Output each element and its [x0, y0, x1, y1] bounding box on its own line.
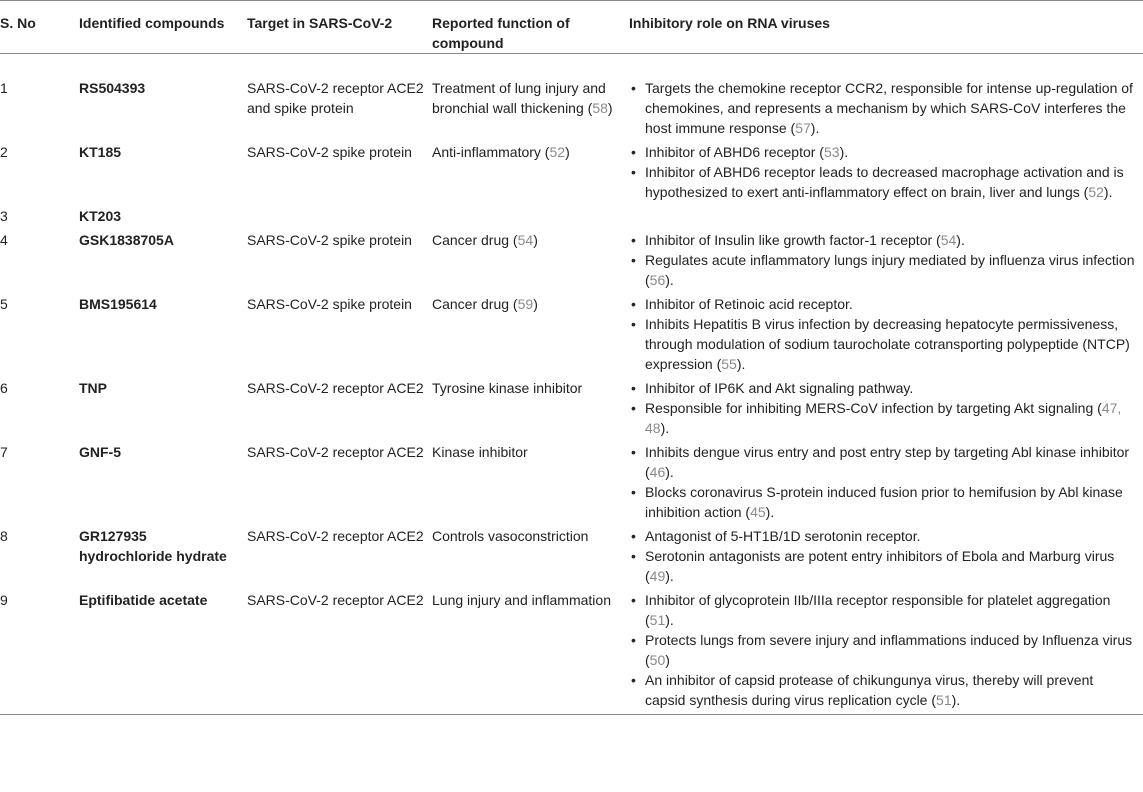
role-item: • Targets the chemokine receptor CCR2, responsible for intense up-regulation of chemokines, and represents a mechanism by which SARS-CoV interferes the host immune response (57).: [629, 78, 1137, 138]
function-text: Treatment of lung injury and bronchial wall thickening: [432, 80, 606, 116]
function-text: Cancer drug: [432, 296, 510, 312]
role-cell: [629, 230, 1143, 294]
header-role: Inhibitory role on RNA viruses: [629, 15, 830, 31]
function-cell: [432, 206, 629, 230]
citation-link[interactable]: 45: [750, 504, 766, 520]
role-item: • Inhibits dengue virus entry and post entry step by targeting Abl kinase inhibitor (46).: [629, 442, 1137, 482]
citation-link[interactable]: 49: [649, 568, 666, 584]
function-text: Anti-inflammatory: [432, 144, 541, 160]
role-item: • Inhibits Hepatitis B virus infection by decreasing hepatocyte permissiveness, through modulation of sodium taurocholate cotransporting polypeptide (NTCP) expression (55).: [629, 314, 1137, 374]
role-list: [629, 526, 1137, 586]
function-text: Kinase inhibitor: [432, 444, 528, 460]
citation-close: ).: [1103, 184, 1113, 200]
role-text: Antagonist of 5-HT1B/1D serotonin receptor.: [645, 528, 921, 544]
citation-link[interactable]: 50: [649, 652, 666, 668]
role-text: Inhibits Hepatitis B virus infection by decreasing hepatocyte permissiveness, through modulation of sodium taurocholate cotransporting polypeptide (NTCP) expression: [645, 316, 1130, 372]
row-number: 3: [0, 208, 8, 224]
role-list: [629, 230, 1137, 290]
target-cell: SARS-CoV-2 spike protein: [247, 232, 412, 248]
row-number: 2: [0, 144, 8, 160]
target-cell: SARS-CoV-2 receptor ACE2: [247, 528, 424, 544]
table-row: [0, 230, 1143, 294]
role-cell: [629, 378, 1143, 442]
role-item: • Responsible for inhibiting MERS-CoV infection by targeting Akt signaling (47, 48).: [629, 398, 1137, 438]
role-item: • Regulates acute inflammatory lungs injury mediated by influenza virus infection (56).: [629, 250, 1137, 290]
row-number: 8: [0, 528, 8, 544]
function-cell: [432, 526, 629, 590]
role-cell: [629, 54, 1143, 143]
citation-link[interactable]: 54: [517, 232, 534, 248]
target-cell: SARS-CoV-2 receptor ACE2: [247, 380, 424, 396]
role-item: [629, 378, 1137, 398]
compound-name: KT185: [79, 144, 122, 160]
header-row: [0, 1, 1143, 54]
row-number: 6: [0, 380, 8, 396]
compound-name: RS504393: [79, 80, 146, 96]
role-item: • Inhibitor of ABHD6 receptor leads to decreased macrophage activation and is hypothesized to exert anti-inflammatory effect on brain, liver and lungs (52).: [629, 162, 1137, 202]
table-body: [0, 54, 1143, 715]
table-row: [0, 54, 1143, 143]
role-item: • Protects lungs from severe injury and inflammations induced by Influenza virus (50): [629, 630, 1137, 670]
citation-link[interactable]: 51: [936, 692, 952, 708]
citation-close: ).: [665, 464, 674, 480]
citation-link[interactable]: 46: [649, 464, 666, 480]
function-cell: Anti-inflammatory (52): [432, 144, 570, 160]
citation-link[interactable]: 56: [649, 272, 666, 288]
header-sno: S. No: [0, 15, 36, 31]
target-cell: SARS-CoV-2 spike protein: [247, 296, 412, 312]
citation-link[interactable]: 55: [721, 356, 737, 372]
role-text: Blocks coronavirus S-protein induced fusion prior to hemifusion by Abl kinase inhibition action: [645, 484, 1123, 520]
role-text: Inhibitor of IP6K and Akt signaling pathway.: [645, 380, 914, 396]
role-list: [629, 442, 1137, 522]
header-target: Target in SARS-CoV-2: [247, 15, 393, 31]
role-text: Inhibitor of ABHD6 receptor: [645, 144, 816, 160]
row-number: 1: [0, 80, 8, 96]
citation-link[interactable]: 58: [592, 100, 608, 116]
citation-link[interactable]: 54: [940, 232, 957, 248]
role-text: An inhibitor of capsid protease of chikungunya virus, thereby will prevent capsid synthesis during virus replication cycle: [645, 672, 1094, 708]
role-cell: [629, 442, 1143, 526]
role-text: Inhibitor of glycoprotein IIb/IIIa receptor responsible for platelet aggregation: [645, 592, 1111, 608]
function-cell: Treatment of lung injury and bronchial wall thickening (58): [432, 80, 613, 116]
role-list: [629, 78, 1137, 138]
citation-close: ).: [736, 356, 746, 372]
role-text: Protects lungs from severe injury and inflammations induced by Influenza virus: [645, 632, 1133, 648]
function-cell: Cancer drug (59): [432, 296, 538, 312]
compound-name: GSK1838705A: [79, 232, 174, 248]
row-number: 4: [0, 232, 8, 248]
target-cell: [247, 206, 432, 230]
function-cell: [432, 442, 629, 526]
table-row: [0, 206, 1143, 230]
role-item: • Blocks coronavirus S-protein induced fusion prior to hemifusion by Abl kinase inhibition action (45).: [629, 482, 1137, 522]
role-list: [629, 294, 1137, 374]
function-cell: [432, 590, 629, 715]
role-text: Inhibitor of ABHD6 receptor leads to decreased macrophage activation and is hypothesized to exert anti-inflammatory effect on brain, liver and lungs: [645, 164, 1124, 200]
citation-close: ).: [956, 232, 965, 248]
role-text: Serotonin antagonists are potent entry inhibitors of Ebola and Marburg virus: [645, 548, 1115, 564]
citation-close: ).: [765, 504, 775, 520]
role-text: Inhibits dengue virus entry and post entry step by targeting Abl kinase inhibitor: [645, 444, 1130, 460]
target-cell: SARS-CoV-2 receptor ACE2: [247, 444, 424, 460]
role-text: Inhibitor of Insulin like growth factor-1 receptor: [645, 232, 933, 248]
table-row: [0, 590, 1143, 715]
function-text: Controls vasoconstriction: [432, 528, 589, 544]
role-list: [629, 378, 1137, 438]
role-item: [629, 526, 1137, 546]
citation-link[interactable]: 59: [517, 296, 534, 312]
row-number: 9: [0, 592, 8, 608]
citation-link[interactable]: 57: [795, 120, 811, 136]
citation-close: ).: [660, 420, 670, 436]
table-row: [0, 142, 1143, 206]
role-list: [629, 590, 1137, 710]
target-cell: SARS-CoV-2 receptor ACE2: [247, 592, 424, 608]
table-row: [0, 442, 1143, 526]
role-item: • Inhibitor of Insulin like growth factor-1 receptor (54).: [629, 230, 1137, 250]
function-text: Cancer drug: [432, 232, 510, 248]
citation-close: ).: [665, 612, 674, 628]
citation-link[interactable]: 51: [649, 612, 666, 628]
header-compound: Identified compounds: [79, 15, 225, 31]
table-row: [0, 526, 1143, 590]
role-list: [629, 142, 1137, 202]
citation-link[interactable]: 47, 48: [645, 400, 1122, 436]
compound-name: TNP: [79, 380, 107, 396]
function-cell: [432, 378, 629, 442]
role-item: • Inhibitor of glycoprotein IIb/IIIa receptor responsible for platelet aggregation (51).: [629, 590, 1137, 630]
role-item: • An inhibitor of capsid protease of chikungunya virus, thereby will prevent capsid synthesis during virus replication cycle (51).: [629, 670, 1137, 710]
compound-name: KT203: [79, 208, 122, 224]
row-number: 7: [0, 444, 8, 460]
role-cell: [629, 294, 1143, 378]
citation-close: ).: [665, 568, 674, 584]
table-row: [0, 294, 1143, 378]
row-number: 5: [0, 296, 8, 312]
compound-name: GR127935 hydrochloride hydrate: [79, 528, 227, 564]
role-cell: [629, 526, 1143, 590]
table-row: [0, 378, 1143, 442]
citation-close: ).: [951, 692, 961, 708]
citation-link[interactable]: 52: [1088, 184, 1104, 200]
compound-name: Eptifibatide acetate: [79, 592, 208, 608]
role-item: • Serotonin antagonists are potent entry inhibitors of Ebola and Marburg virus (49).: [629, 546, 1137, 586]
citation-close: ).: [810, 120, 820, 136]
function-cell: Cancer drug (54): [432, 232, 538, 248]
compound-name: GNF-5: [79, 444, 121, 460]
role-item: • Inhibitor of ABHD6 receptor (53).: [629, 142, 1137, 162]
role-cell: [629, 590, 1143, 715]
role-text: Targets the chemokine receptor CCR2, responsible for intense up-regulation of chemokines, and represents a mechanism by which SARS-CoV interferes the host immune response: [645, 80, 1133, 136]
role-cell: [629, 142, 1143, 206]
target-cell: SARS-CoV-2 spike protein: [247, 144, 412, 160]
citation-close: ).: [665, 272, 674, 288]
role-text: Responsible for inhibiting MERS-CoV infection by targeting Akt signaling: [645, 400, 1094, 416]
role-cell: [629, 206, 1143, 230]
citation-link[interactable]: 53: [823, 144, 840, 160]
citation-close: ).: [839, 144, 849, 160]
function-text: Tyrosine kinase inhibitor: [432, 380, 583, 396]
citation-close: ): [665, 652, 670, 668]
target-cell: SARS-CoV-2 receptor ACE2 and spike protein: [247, 80, 424, 116]
header-function: Reported function of compound: [432, 15, 570, 51]
citation-link[interactable]: 52: [549, 144, 566, 160]
compound-name: BMS195614: [79, 296, 157, 312]
function-text: Lung injury and inflammation: [432, 592, 611, 608]
role-item: [629, 294, 1137, 314]
role-text: Inhibitor of Retinoic acid receptor.: [645, 296, 853, 312]
role-text: Regulates acute inflammatory lungs injury mediated by influenza virus infection: [645, 252, 1135, 268]
